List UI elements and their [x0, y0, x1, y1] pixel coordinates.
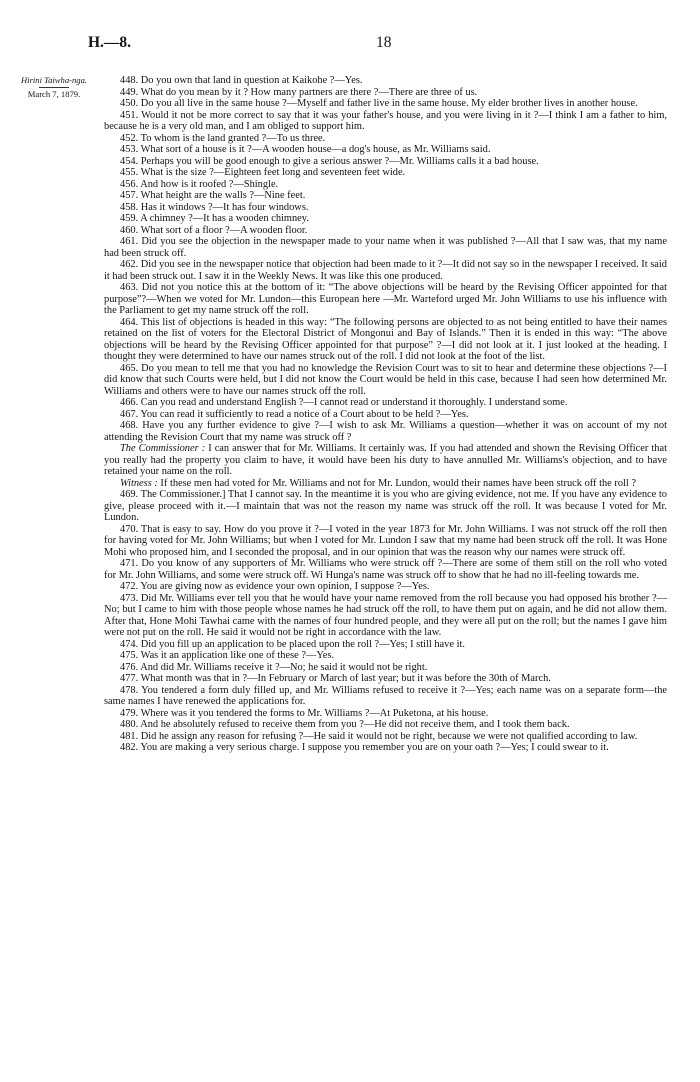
evidence-paragraph [104, 397, 667, 409]
evidence-paragraph [104, 558, 667, 581]
paragraph-text: 469. The Commissioner.] That I cannot say. In the meantime it is you who are giving evidence, not me. If you have any evidence to give, please proceed with it.—I maintain that was not the reason my name was struck off the roll. It was because I voted for Mr. Lundon. [104, 489, 667, 523]
evidence-paragraph [104, 167, 667, 179]
evidence-paragraph [104, 87, 667, 99]
paragraph-text: 459. A chimney ?—It has a wooden chimney. [120, 213, 309, 224]
paragraph-text: 452. To whom is the land granted ?—To us three. [120, 132, 326, 144]
evidence-paragraph [104, 731, 667, 743]
hearing-date: March 7, 1879. [27, 88, 81, 99]
evidence-paragraph [104, 673, 667, 685]
margin-note [20, 76, 88, 99]
evidence-paragraph [104, 650, 667, 662]
paragraph-text: 460. What sort of a floor ?—A wooden floor. [120, 224, 308, 236]
speaker-label: Witness : [120, 477, 158, 489]
evidence-paragraph [104, 179, 667, 191]
paragraph-text: 461. Did you see the objection in the newspaper made to your name when it was published ?—All that I saw was, that my name had been struck off. [104, 236, 667, 259]
evidence-paragraph [104, 443, 667, 478]
paragraph-text: 457. What height are the walls ?—Nine feet. [120, 190, 306, 201]
paragraph-text: 471. Do you know of any supporters of Mr. Williams who were struck off ?—There are some of them still on the roll who voted for Mr. John Williams, and some were struck off. Wi Hunga's name was struck off to show that he had no ill-feeling towards me. [104, 558, 667, 581]
evidence-paragraph [104, 225, 667, 237]
evidence-paragraph [104, 259, 667, 282]
margin-divider [39, 87, 69, 88]
evidence-paragraph [104, 110, 667, 133]
evidence-paragraph [104, 75, 667, 87]
paragraph-text: 453. What sort of a house is it ?—A wooden house—a dog's house, as Mr. Williams said. [120, 144, 491, 155]
evidence-paragraph [104, 581, 667, 593]
paragraph-text: 456. And how is it roofed ?—Shingle. [120, 178, 279, 190]
evidence-paragraph [104, 420, 667, 443]
evidence-paragraph [104, 708, 667, 720]
paragraph-text: 477. What month was that in ?—In February or March of last year; but it was before the 30th of March. [120, 673, 551, 684]
evidence-paragraph [104, 489, 667, 524]
paragraph-text: 463. Did not you notice this at the bottom of it: “The above objections will be heard by the Revising Officer appointed for that purpose”?—When we voted for Mr. Lundon—this European here —Mr. Warteford urged Mr. John Williams to use his influence with the Parliament to get my name struck off the roll. [104, 282, 667, 316]
paragraph-text: 466. Can you read and understand English ?—I cannot read or understand it thoroughly. I understand some. [120, 397, 568, 408]
witness-name: Hirini Taiwha-nga. [20, 75, 88, 85]
paragraph-text: 472. You are giving now as evidence your own opinion, I suppose ?—Yes. [120, 581, 430, 592]
evidence-paragraph [104, 363, 667, 398]
paragraph-text: 462. Did you see in the newspaper notice that objection had been made to it ?—It did not say so in the newspaper I received. It said it had been struck out. I saw it in the Weekly News. It was like this one produced. [104, 259, 667, 282]
evidence-paragraph [104, 98, 667, 110]
paragraph-text: 474. Did you fill up an application to be placed upon the roll ?—Yes; I still have it. [120, 638, 465, 650]
paragraph-text: I can answer that for Mr. Williams. It certainly was. If you had attended and shown the Revising Officer that you really had the property you claim to have, it would have been his duty to have annulled Mr. Williams's objection, and to have retained your name on the roll. [104, 443, 667, 477]
paragraph-text: 478. You tendered a form duly filled up, and Mr. Williams refused to receive it ?—Yes; each name was on a separate form—the same names I have renewed the applications for. [104, 684, 667, 707]
paragraph-text: 450. Do you all live in the same house ?—Myself and father live in the same house. My elder brother lives in another house. [120, 98, 638, 109]
paragraph-text: 473. Did Mr. Williams ever tell you that he would have your name removed from the roll because you had opposed his brother ?—No; but I came to him with those people whose names he had struck off the roll, to have them put on again, and he did not allow them. After that, Hone Mohi Tawhai came with the names of four hundred people, and they were all put on the roll; but the names I gave him were not put on the roll. He said it would not be right in accordance with the law. [104, 592, 667, 638]
speaker-label: The Commissioner : [120, 443, 206, 454]
paragraph-text: 448. Do you own that land in question at Kaikohe ?—Yes. [120, 75, 363, 86]
evidence-paragraph [104, 202, 667, 214]
evidence-paragraph [104, 282, 667, 317]
evidence-text [104, 75, 667, 754]
document-reference: H.—8. [88, 34, 132, 51]
paragraph-text: 482. You are making a very serious charge. I suppose you remember you are on your oath ?—Yes; I could swear to it. [120, 742, 609, 753]
evidence-paragraph [104, 593, 667, 639]
paragraph-text: 476. And did Mr. Williams receive it ?—No; he said it would not be right. [120, 661, 428, 673]
evidence-paragraph [104, 662, 667, 674]
evidence-paragraph [104, 133, 667, 145]
evidence-paragraph [104, 478, 667, 490]
evidence-paragraph [104, 742, 667, 754]
evidence-paragraph [104, 213, 667, 225]
evidence-paragraph [104, 409, 667, 421]
evidence-paragraph [104, 685, 667, 708]
paragraph-text: 470. That is easy to say. How do you prove it ?—I voted in the year 1873 for Mr. John Williams. I was not struck off the roll then for having voted for Mr. John Williams; but when I voted for Mr. Lundon I saw that my name had been struck off the roll. It was Hone Mohi who proposed him, and I seconded the proposal, and in our opinion that was the reason why our names were struck off. [104, 523, 667, 558]
evidence-paragraph [104, 719, 667, 731]
paragraph-text: 475. Was it an application like one of these ?—Yes. [120, 650, 335, 661]
evidence-paragraph [104, 190, 667, 202]
paragraph-text: 458. Has it windows ?—It has four windows. [120, 201, 309, 213]
evidence-paragraph [104, 524, 667, 559]
paragraph-text: 480. And he absolutely refused to receive them from you ?—He did not receive them, and I took them back. [120, 719, 570, 730]
paragraph-text: 454. Perhaps you will be good enough to give a serious answer ?—Mr. Williams calls it a bad house. [120, 155, 539, 167]
paragraph-text: 465. Do you mean to tell me that you had no knowledge the Revision Court was to sit to hear and determine these objections ?—I did know that such Courts were held, but I did not know the Court would be held in this case, because I had seen how determined Mr. Williams and others were to have our names struck off the roll. [104, 362, 667, 397]
evidence-paragraph [104, 156, 667, 168]
paragraph-text: If these men had voted for Mr. Williams and not for Mr. Lundon, would their names have been struck off the roll ? [160, 477, 637, 489]
evidence-paragraph [104, 236, 667, 259]
paragraph-text: 481. Did he assign any reason for refusing ?—He said it would not be right, because we were not qualified according to law. [120, 730, 638, 742]
paragraph-text: 467. You can read it sufficiently to read a notice of a Court about to be held ?—Yes. [120, 408, 469, 420]
evidence-paragraph [104, 144, 667, 156]
evidence-paragraph [104, 639, 667, 651]
paragraph-text: 451. Would it not be more correct to say that it was your father's house, and you were living in it ?—I think I am a father to him, because he is a very old man, and I am obliged to support him. [104, 109, 667, 132]
paragraph-text: 468. Have you any further evidence to give ?—I wish to ask Mr. Williams a question—whether it was on account of my not attending the Revision Court that my name was struck off ? [104, 420, 667, 443]
paragraph-text: 455. What is the size ?—Eighteen feet long and seventeen feet wide. [120, 167, 406, 178]
paragraph-text: 464. This list of objections is headed in this way: “The following persons are objected to as not being entitled to have their names retained on the list of voters for the Electoral District of Mongonui and Bay of Islands.” Then it is ended in this way: “The above objections will be heard by the Revising Officer appointed for that purpose” ?—I did not look at it. I just looked at the heading. I thought they were determined to have our names struck out of the roll. I did not look at the foot of the list. [104, 316, 667, 362]
paragraph-text: 479. Where was it you tendered the forms to Mr. Williams ?—At Puketona, at his house. [120, 707, 489, 719]
page-number: 18 [376, 34, 392, 51]
evidence-paragraph [104, 317, 667, 363]
page-header [0, 34, 700, 52]
paragraph-text: 449. What do you mean by it ? How many partners are there ?—There are three of us. [120, 86, 478, 98]
